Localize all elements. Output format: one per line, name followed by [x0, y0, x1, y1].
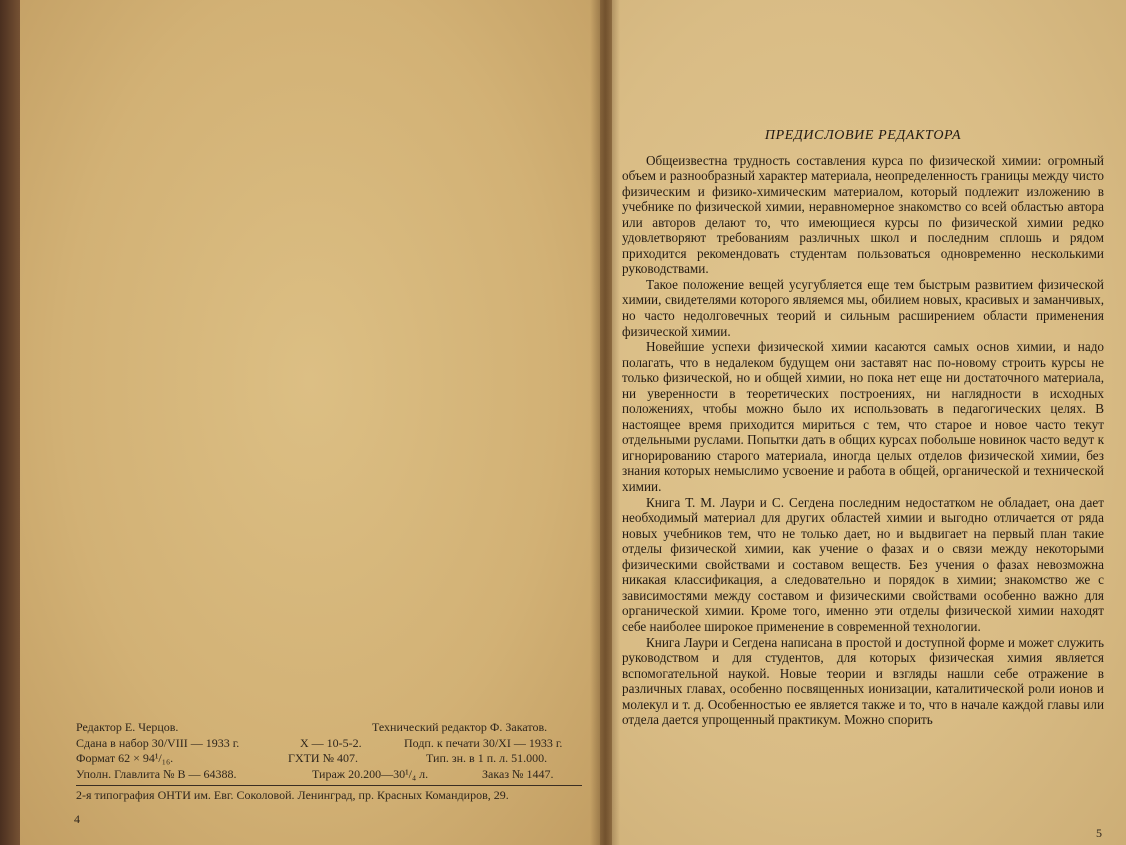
imprint-print-date: Подп. к печати 30/XI — 1933 г.: [404, 735, 563, 750]
imprint-code: Х — 10-5-2.: [300, 735, 362, 750]
imprint-printing-house: 2-я типография ОНТИ им. Евг. Соколовой. Ленинград, пр. Красных Командиров, 29.: [76, 788, 509, 802]
imprint-order: Заказ № 1447.: [482, 766, 554, 781]
imprint-glavlit: Уполн. Главлита № В — 64388.: [76, 766, 237, 781]
preface-paragraph-1: Общеизвестна трудность составления курса по физической химии: огромный объем и разнообразный характер материала, неопределенность границы между чисто физическим и физико-химическим материалом, который подлежит изложению в учебнике по физической химии, неравномерное знакомство со всей областью автора или авторов делают то, что имеющиеся курсы по физической химии редко удовлетворяют требованиям различных школ и последним сплошь и рядом приходится рекомендовать студентам пользоваться одновременно несколькими руководствами.: [622, 152, 1104, 277]
book-gutter: [590, 0, 620, 845]
preface-paragraph-5: Книга Лаури и Сегдена написана в простой и доступной форме и может служить руководством и для студентов, для которых физическая химия является вспомогательной наукой. Новые теории и взгляды нашли себе отражение в различных главах, особенно посвященных ионизации, каталитической роли ионов и молекул и т. д. Особенностью ее является также и то, что в начале каждой главы или отдела дается упрощенный практикум. Можно спорить: [622, 634, 1104, 728]
imprint-typeset-date: Сдана в набор 30/VIII — 1933 г.: [76, 735, 240, 750]
book-cover-edge: [0, 0, 22, 845]
preface-paragraph-3: Новейшие успехи физической химии касаются самых основ химии, и надо полагать, что в недалеком будущем они заставят нас по-новому строить курсы не только физической, но и общей химии, но пока нет еще ни достаточного материала, ни уверенности в теоретических построениях, ни наглядности в исходных положениях, чтобы можно было их использовать в педагогических целях. В настоящее время приходится мириться с тем, что старое и новое часто текут отдельными руслами. Попытки дать в общих курсах побольше новинок часто ведут к игнорированию старого материала, иногда целых отделов физической химии, без знания которых немыслимо усвоение и работа в общей, органической и технической химии.: [622, 339, 1104, 495]
preface-paragraph-2: Такое положение вещей усугубляется еще тем быстрым развитием физической химии, свидетелями которого являемся мы, обилием новых, красивых и заманчивых, но часто недолговечных теорий и сильным расширением области применения физической химии.: [622, 276, 1104, 339]
imprint-block: [76, 720, 582, 804]
imprint-tech-editor: Технический редактор Ф. Закатов.: [372, 720, 548, 734]
imprint-editor: Редактор Е. Черцов.: [76, 720, 179, 734]
imprint-format: Формат 62 × 94¹/₁₆.: [76, 751, 174, 765]
right-page-number: 5: [1096, 826, 1102, 840]
imprint-print-run: Тираж 20.200—30¹/₄ л.: [312, 766, 429, 781]
imprint-divider: [76, 785, 582, 786]
preface-heading: ПРЕДИСЛОВИЕ РЕДАКТОРА: [764, 128, 962, 143]
preface-paragraph-4: Книга Т. М. Лаури и С. Сегдена последним недостатком не обладает, она дает необходимый материал для других областей химии и выгодно отличается от ряда новых учебников тем, что не только дает, но и выдвигает на первый план такие отделы физической химии, как учение о фазах и о связи между некоторыми физическими свойствами и составом веществ. Без учения о фазах невозможна никакая классификация, а следовательно и порядок в химии; знакомство же с зависимостями между составом и физическими свойствами особенно важно для органической химии. Кроме того, именно эти отделы физической химии находят себе наиболее широкое применение в современной технологии.: [622, 494, 1104, 634]
imprint-ghti: ГХТИ № 407.: [288, 751, 359, 765]
left-page-number: 4: [74, 812, 80, 826]
preface-article: [622, 128, 1104, 728]
left-page: [20, 0, 600, 845]
imprint-sheets: Тип. зн. в 1 п. л. 51.000.: [426, 751, 548, 765]
